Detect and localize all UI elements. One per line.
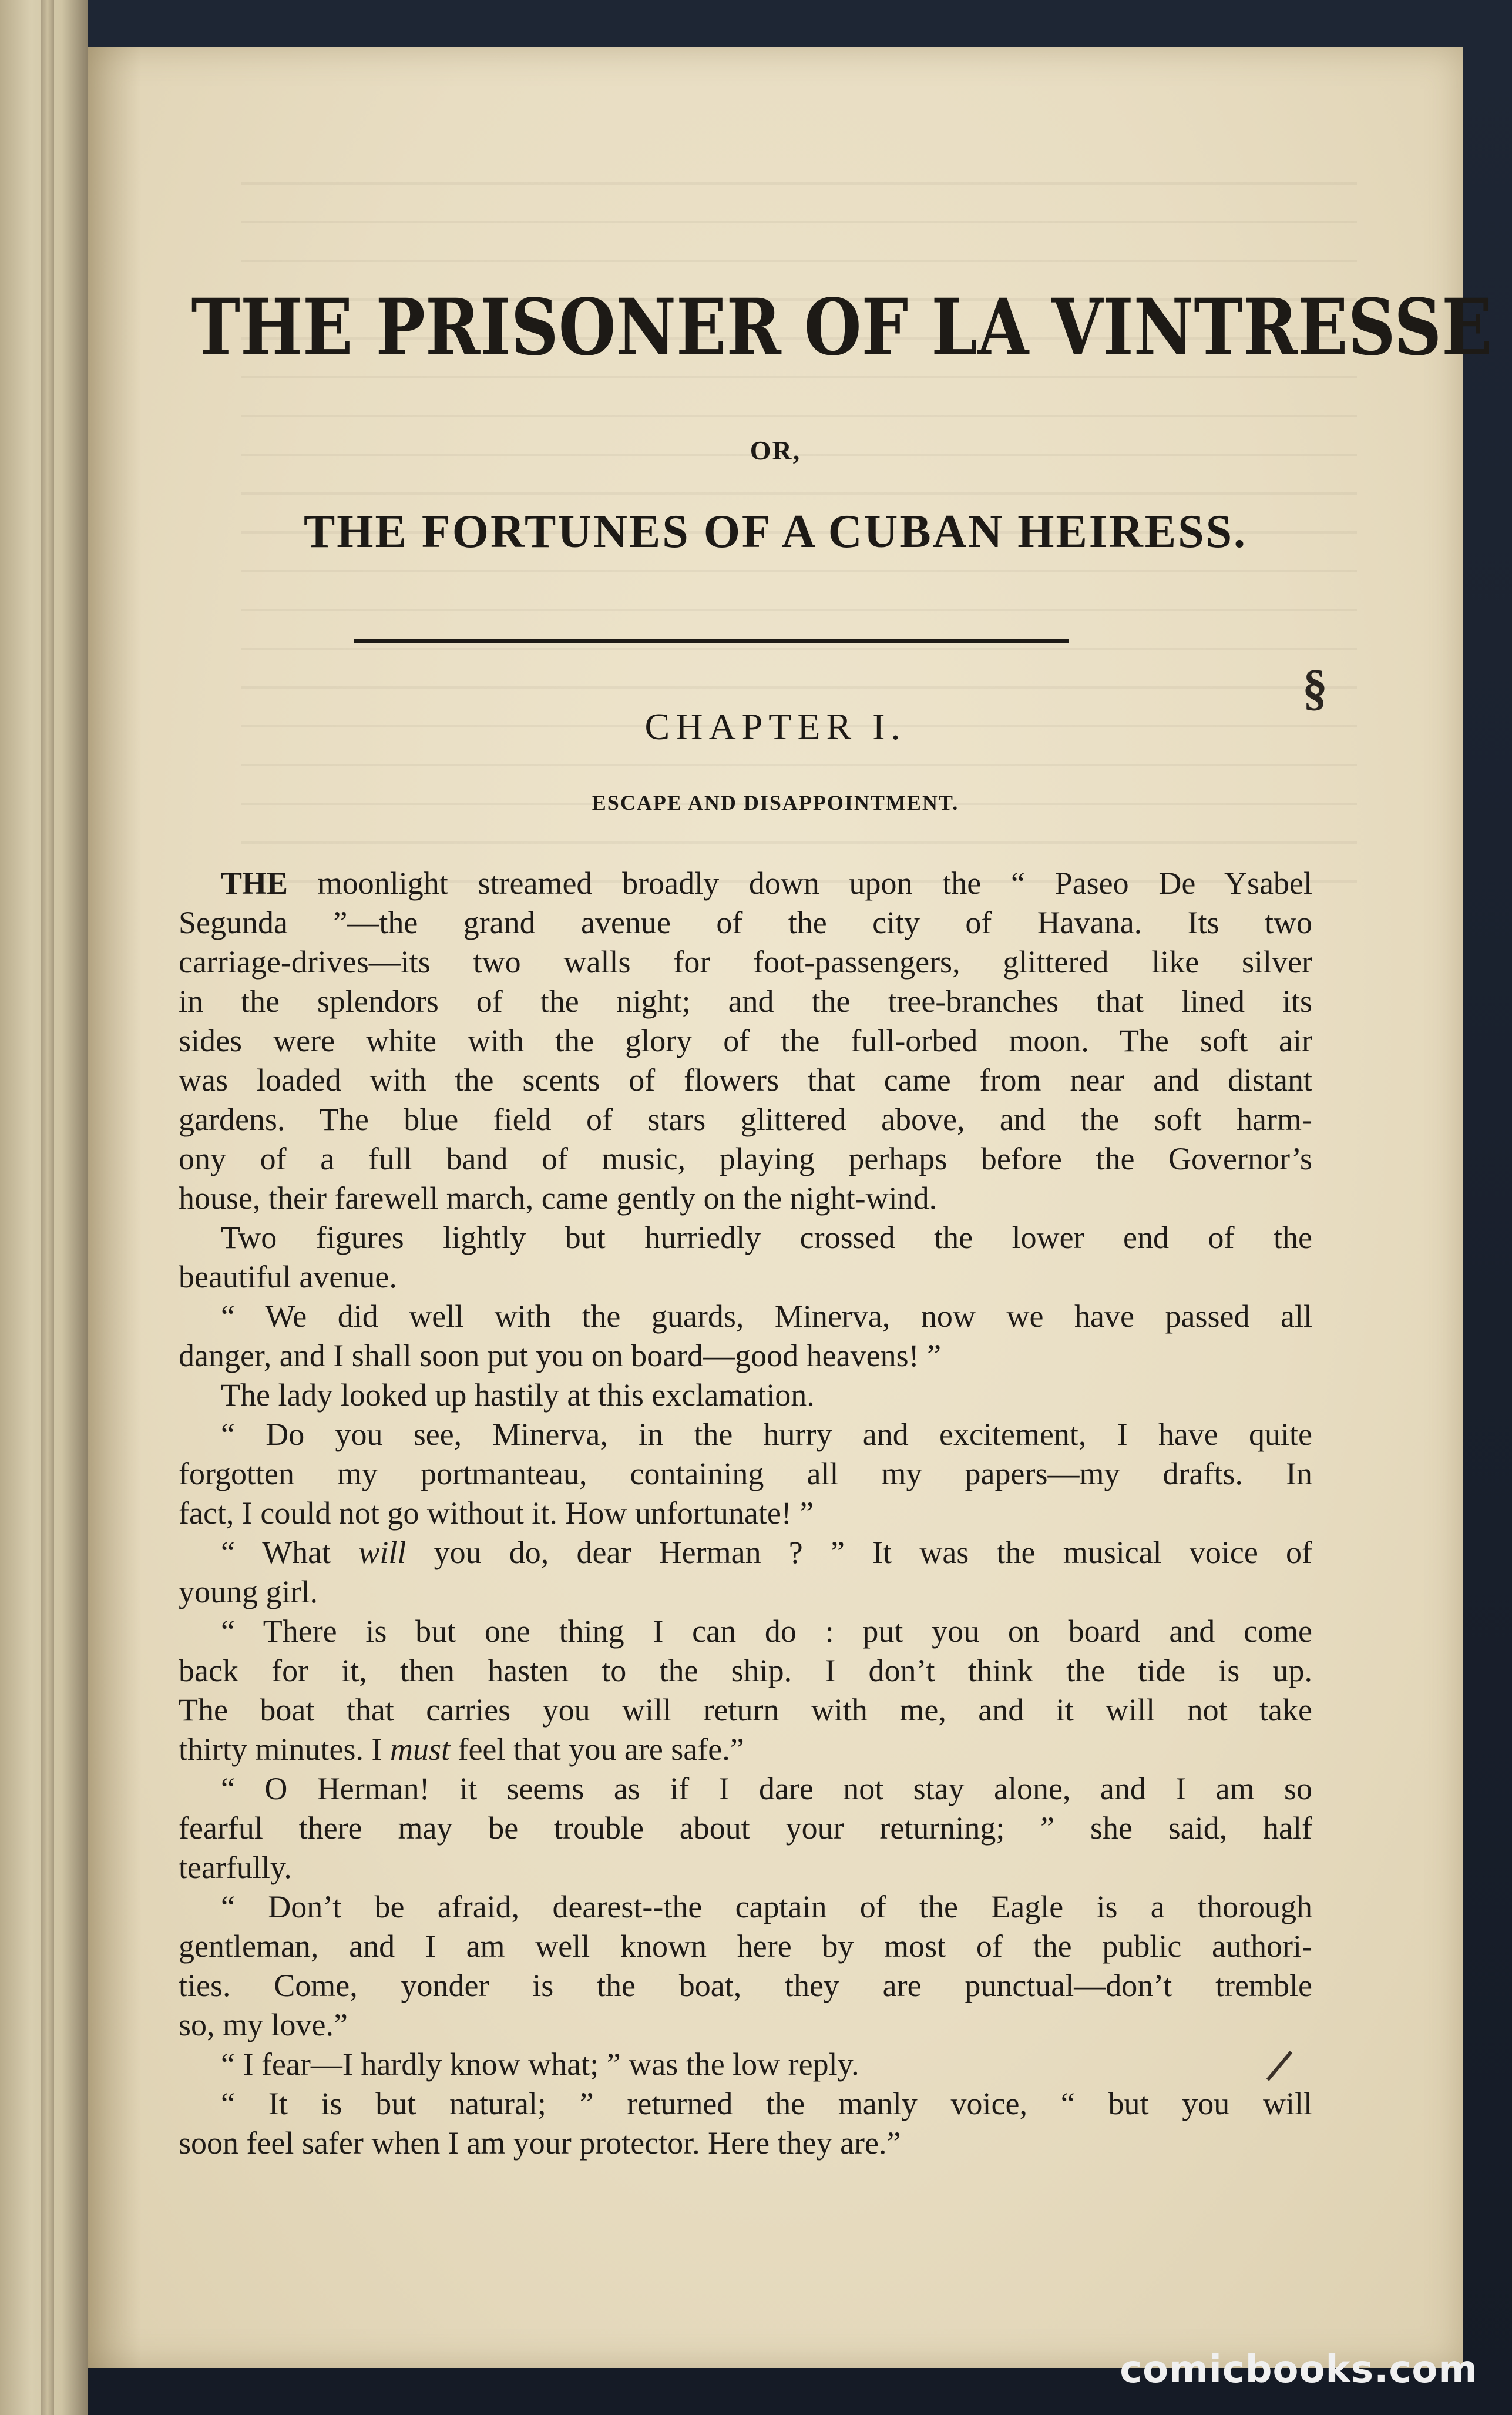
text-line bbox=[179, 1690, 1312, 1730]
line-text: Segunda ”—the grand avenue of the city of Havana. Its two bbox=[179, 905, 1312, 940]
text-line bbox=[179, 1218, 1312, 1257]
text-line bbox=[179, 1927, 1312, 1966]
line-text: The lady looked up hastily at this exclamation. bbox=[221, 1377, 815, 1413]
text-line bbox=[179, 1651, 1312, 1690]
text-line bbox=[179, 1100, 1312, 1139]
book-title: THE PRISONER OF LA VINTRESSE bbox=[191, 282, 1492, 373]
line-text: fact, I could not go without it. How unfortunate! ” bbox=[179, 1495, 814, 1531]
text-line bbox=[179, 1572, 1312, 1612]
text-line bbox=[179, 1494, 1312, 1533]
text-line bbox=[179, 2124, 1312, 2163]
line-text: in the splendors of the night; and the tree-branches that lined its bbox=[179, 984, 1312, 1019]
text-line bbox=[179, 1809, 1312, 1848]
text-line bbox=[179, 1966, 1312, 2005]
line-text: was loaded with the scents of flowers that came from near and distant bbox=[179, 1062, 1312, 1098]
book-subtitle: THE FORTUNES OF A CUBAN HEIRESS. bbox=[303, 506, 1248, 558]
text-line bbox=[179, 1612, 1312, 1651]
line-text: danger, and I shall soon put you on board—good heavens! ” bbox=[179, 1338, 942, 1373]
binding-strip bbox=[41, 0, 54, 2415]
line-text: tearfully. bbox=[179, 1850, 292, 1885]
line-text: so, my love.” bbox=[179, 2007, 348, 2042]
text-line bbox=[179, 1179, 1312, 1218]
text-line bbox=[179, 982, 1312, 1021]
text-line bbox=[179, 2084, 1312, 2124]
line-text: sides were white with the glory of the full-orbed moon. The soft air bbox=[179, 1023, 1312, 1058]
line-text: “ I fear—I hardly know what; ” was the low reply. bbox=[221, 2047, 859, 2082]
book-page bbox=[88, 47, 1492, 2368]
chapter-heading: CHAPTER I. bbox=[644, 706, 906, 747]
text-line bbox=[179, 1887, 1312, 1927]
line-text: forgotten my portmanteau, containing all my papers—my drafts. In bbox=[179, 1456, 1312, 1491]
line-text: carriage-drives—its two walls for foot-passengers, glittered like silver bbox=[179, 944, 1312, 980]
chapter-subheading: ESCAPE AND DISAPPOINTMENT. bbox=[592, 791, 959, 814]
title-or: OR, bbox=[750, 435, 801, 465]
line-text: thirty minutes. I must feel that you are safe.” bbox=[179, 1732, 744, 1767]
text-line bbox=[179, 1139, 1312, 1179]
line-text: “ There is but one thing I can do : put you on board and come bbox=[221, 1614, 1312, 1649]
line-text: The boat that carries you will return with me, and it will not take bbox=[179, 1692, 1312, 1728]
text-line bbox=[179, 1415, 1312, 1454]
ink-mark: § bbox=[1302, 659, 1328, 716]
text-line bbox=[179, 2005, 1312, 2045]
line-text: “ O Herman! it seems as if I dare not stay alone, and I am so bbox=[221, 1771, 1312, 1806]
text-line bbox=[179, 1297, 1312, 1336]
text-line bbox=[179, 1061, 1312, 1100]
text-line bbox=[179, 1848, 1312, 1887]
body-text bbox=[179, 864, 1312, 2163]
line-text: gentleman, and I am well known here by most of the public authori- bbox=[179, 1928, 1312, 1964]
line-text: “ It is but natural; ” returned the manly voice, “ but you will bbox=[221, 2086, 1312, 2121]
text-line bbox=[179, 1533, 1312, 1572]
line-text: young girl. bbox=[179, 1574, 318, 1609]
text-line bbox=[179, 864, 1312, 903]
text-line bbox=[179, 2045, 1312, 2084]
line-text: ties. Come, yonder is the boat, they are punctual—don’t tremble bbox=[179, 1968, 1312, 2003]
title-rule bbox=[354, 639, 1069, 643]
line-text: fearful there may be trouble about your returning; ” she said, half bbox=[179, 1810, 1312, 1846]
watermark: comicbooks.com bbox=[1120, 2348, 1478, 2391]
gutter-shadow bbox=[88, 47, 141, 2368]
paragraph-lead: THE bbox=[221, 866, 288, 901]
text-line bbox=[179, 1769, 1312, 1809]
line-text: “ Don’t be afraid, dearest--the captain of the Eagle is a thorough bbox=[221, 1889, 1312, 1924]
line-text: ony of a full band of music, playing perhaps before the Governor’s bbox=[179, 1141, 1312, 1176]
line-text: “ What will you do, dear Herman ? ” It was the musical voice of bbox=[221, 1535, 1312, 1570]
line-text: “ We did well with the guards, Minerva, now we have passed all bbox=[221, 1299, 1312, 1334]
text-line bbox=[179, 1257, 1312, 1297]
text-line bbox=[179, 1336, 1312, 1376]
line-text: beautiful avenue. bbox=[179, 1259, 397, 1294]
line-text: “ Do you see, Minerva, in the hurry and excitement, I have quite bbox=[221, 1417, 1312, 1452]
line-text: soon feel safer when I am your protector. Here they are.” bbox=[179, 2125, 901, 2161]
line-text: house, their farewell march, came gently on the night-wind. bbox=[179, 1180, 938, 1216]
line-text: moonlight streamed broadly down upon the “ Paseo De Ysabel bbox=[317, 866, 1313, 901]
text-line bbox=[179, 1021, 1312, 1061]
text-line bbox=[179, 1376, 1312, 1415]
text-line bbox=[179, 942, 1312, 982]
line-text: Two figures lightly but hurriedly crossed the lower end of the bbox=[221, 1220, 1312, 1255]
line-text: gardens. The blue field of stars glittered above, and the soft harm- bbox=[179, 1102, 1312, 1137]
text-line bbox=[179, 903, 1312, 942]
text-line bbox=[179, 1730, 1312, 1769]
line-text: back for it, then hasten to the ship. I don’t think the tide is up. bbox=[179, 1653, 1312, 1688]
text-line bbox=[179, 1454, 1312, 1494]
